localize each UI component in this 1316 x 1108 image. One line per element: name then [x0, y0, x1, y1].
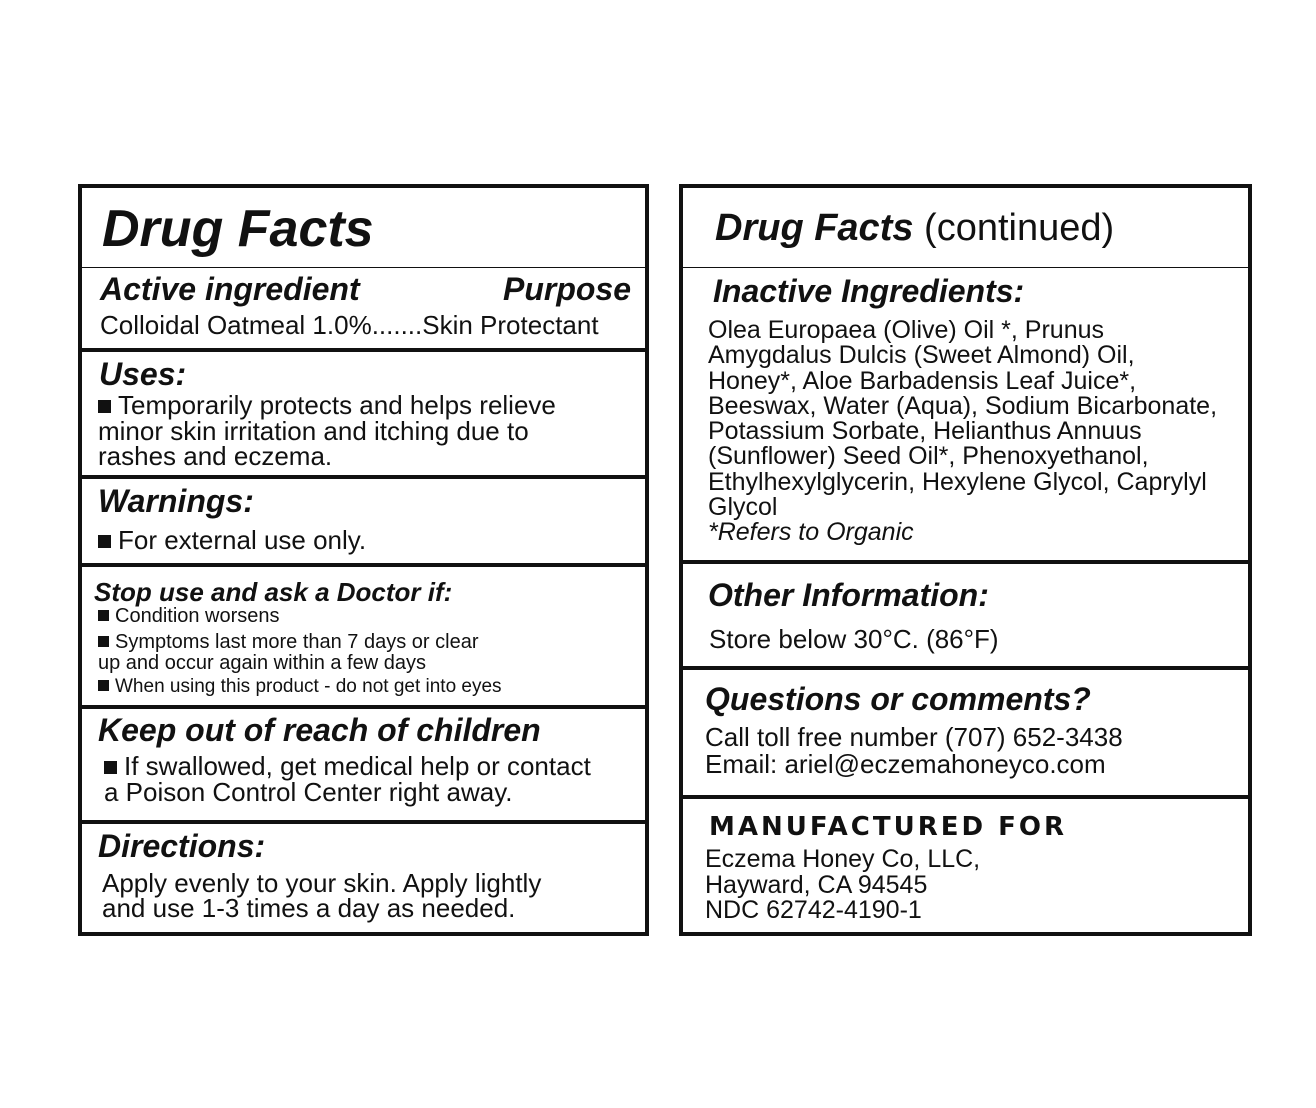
directions-section	[82, 824, 645, 932]
active-ingredient-heading: Active ingredient	[100, 271, 360, 307]
continued-title-rest: (continued)	[913, 207, 1115, 249]
bullet-square-icon	[98, 610, 109, 621]
stop-use-item-3: When using this product - do not get into eyes	[98, 676, 502, 698]
manufacturer-line-1: Eczema Honey Co, LLC,	[705, 845, 981, 873]
inactive-ingredients-section	[683, 268, 1248, 564]
inactive-line-1: Olea Europaea (Olive) Oil *, Prunus	[708, 316, 1105, 344]
questions-phone: Call toll free number (707) 652-3438	[705, 722, 1123, 752]
active-ingredient-section	[82, 268, 645, 352]
directions-line-2: and use 1-3 times a day as needed.	[102, 893, 516, 923]
stop-use-item-2: Symptoms last more than 7 days or clear	[98, 631, 478, 653]
keep-out-section	[82, 709, 645, 824]
inactive-line-2: Amygdalus Dulcis (Sweet Almond) Oil,	[708, 341, 1135, 370]
inactive-heading: Inactive Ingredients:	[713, 273, 1025, 309]
manufacturer-lines	[705, 847, 980, 924]
warnings-section	[82, 479, 645, 567]
continued-title	[715, 206, 1114, 250]
continued-title-bold: Drug Facts	[715, 207, 914, 249]
purpose-heading: Purpose	[502, 271, 631, 307]
uses-line-3: rashes and eczema.	[98, 441, 333, 471]
active-ingredient-line: Colloidal Oatmeal 1.0%.......Skin Protectant	[100, 310, 599, 340]
keep-out-line-2: a Poison Control Center right away.	[104, 777, 513, 807]
warnings-line: For external use only.	[98, 527, 366, 553]
bullet-square-icon	[98, 680, 109, 691]
manufacturer-line-3: NDC 62742-4190-1	[705, 896, 922, 924]
directions-line-1: Apply evenly to your skin. Apply lightly	[102, 868, 542, 898]
other-info-line: Store below 30°C. (86°F)	[709, 624, 999, 654]
stop-use-item-1: Condition worsens	[98, 605, 280, 627]
questions-email: Email: ariel@eczemahoneyco.com	[705, 749, 1106, 779]
bullet-square-icon	[104, 761, 117, 774]
questions-section	[683, 670, 1248, 799]
uses-line-2: minor skin irritation and itching due to	[98, 416, 529, 446]
manufacturer-line-2: Hayward, CA 94545	[705, 870, 928, 899]
inactive-ingredients-list	[708, 318, 1217, 546]
stop-use-heading: Stop use and ask a Doctor if:	[94, 577, 453, 607]
other-information-section	[683, 564, 1248, 670]
questions-heading: Questions or comments?	[705, 681, 1091, 717]
bullet-square-icon	[98, 636, 109, 647]
inactive-line-3: Honey*, Aloe Barbadensis Leaf Juice*,	[708, 366, 1137, 395]
continued-title-section	[683, 188, 1248, 268]
manufacturer-heading: MANUFACTURED FOR	[709, 812, 1067, 842]
drug-facts-panel	[78, 184, 649, 936]
bullet-square-icon	[98, 400, 111, 413]
stop-use-section	[82, 567, 645, 709]
organic-note: *Refers to Organic	[708, 518, 914, 547]
uses-heading: Uses:	[99, 356, 187, 392]
manufacturer-section	[683, 799, 1248, 932]
uses-section	[82, 352, 645, 479]
bullet-square-icon	[98, 535, 111, 548]
inactive-line-7: Ethylhexylglycerin, Hexylene Glycol, Caprylyl	[708, 467, 1207, 496]
uses-line-1: Temporarily protects and helps relieve	[98, 392, 556, 418]
keep-out-heading: Keep out of reach of children	[98, 712, 541, 748]
inactive-line-8: Glycol	[708, 493, 778, 522]
drug-facts-title-section	[82, 188, 645, 268]
directions-heading: Directions:	[98, 828, 266, 864]
other-info-heading: Other Information:	[708, 577, 989, 613]
inactive-line-6: (Sunflower) Seed Oil*, Phenoxyethanol,	[708, 442, 1149, 471]
warnings-heading: Warnings:	[98, 483, 254, 519]
inactive-line-5: Potassium Sorbate, Helianthus Annuus	[708, 417, 1142, 446]
drug-facts-title: Drug Facts	[102, 200, 374, 258]
stop-use-item-2-cont: up and occur again within a few days	[98, 652, 426, 674]
inactive-line-4: Beeswax, Water (Aqua), Sodium Bicarbonate,	[708, 391, 1218, 420]
keep-out-line-1: If swallowed, get medical help or contact	[104, 753, 591, 779]
drug-facts-continued-panel	[679, 184, 1252, 936]
